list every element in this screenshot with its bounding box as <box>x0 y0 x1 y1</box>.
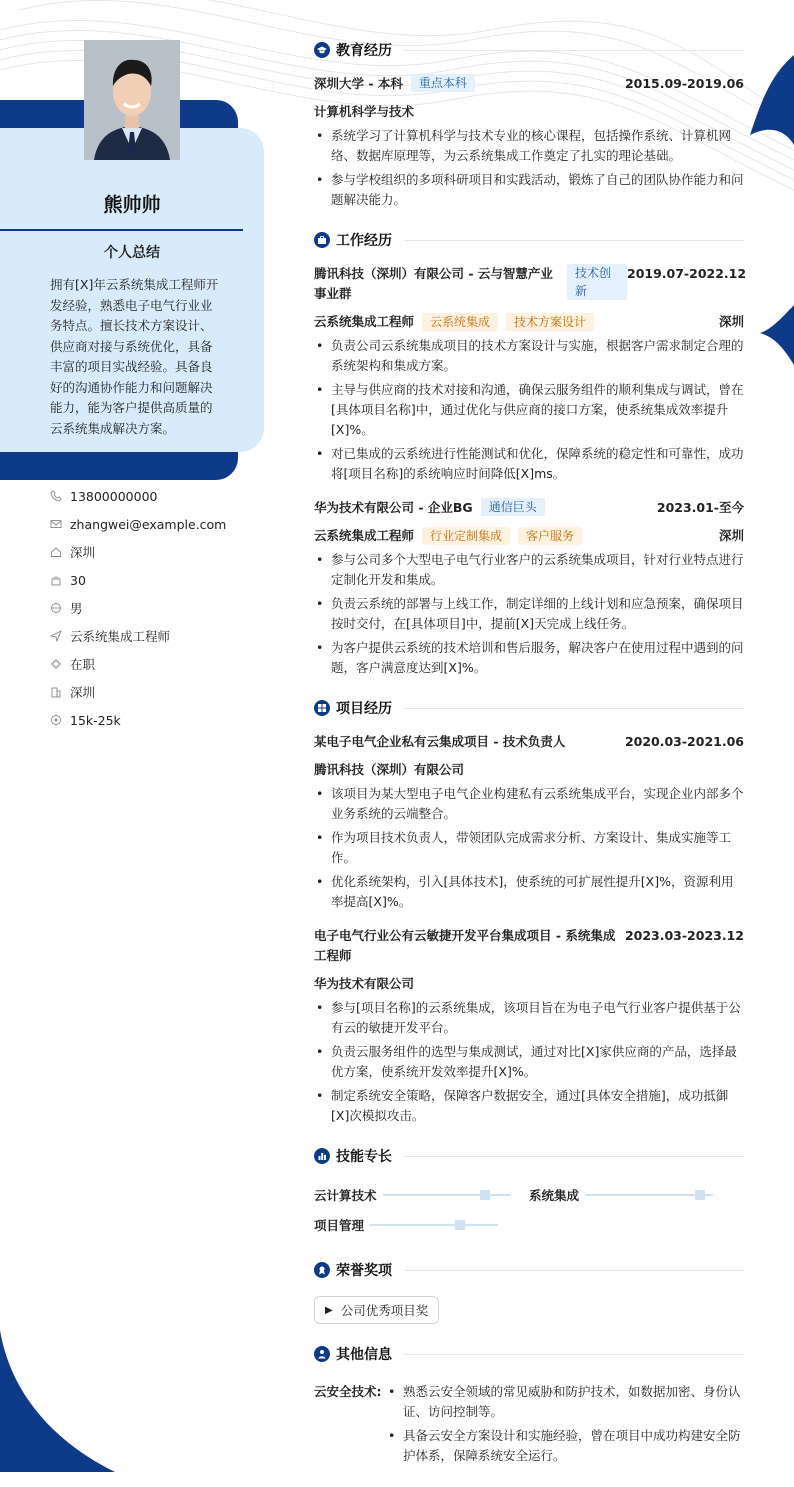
bar-chart-icon <box>314 1148 330 1164</box>
section-divider <box>404 708 744 709</box>
contact-list <box>50 482 250 734</box>
projects-section <box>314 696 744 1126</box>
project-row <box>314 732 744 752</box>
other-item <box>314 1378 744 1469</box>
contact-job <box>50 622 250 650</box>
skill-item <box>314 1180 529 1210</box>
contact-city <box>50 678 250 706</box>
project-company <box>314 760 744 780</box>
award-item <box>314 1296 439 1324</box>
project-company-text: 腾讯科技（深圳）有限公司 <box>314 762 465 777</box>
project-date: 2020.03-2021.06 <box>624 734 744 749</box>
right-wave-shape <box>740 55 794 375</box>
job-entry <box>314 264 747 484</box>
contact-gender <box>50 594 250 622</box>
education-section <box>314 38 744 210</box>
phone-icon <box>50 490 62 502</box>
school-name: 深圳大学 - 本科 <box>314 76 403 91</box>
summary-title: 个人总结 <box>104 245 160 261</box>
project-entry <box>314 732 744 912</box>
section-header <box>314 38 744 62</box>
section-divider <box>404 1354 744 1355</box>
skill-knob <box>695 1190 705 1200</box>
section-title: 荣誉奖项 <box>336 1263 392 1279</box>
skill-tag: 行业定制集成 <box>422 527 510 545</box>
major <box>314 102 744 122</box>
contact-phone <box>50 482 250 510</box>
main-content <box>314 38 747 1487</box>
list-item: • 为客户提供云系统的技术培训和售后服务，解决客户在使用过程中遇到的问题，客户满意度达到[X]%。 <box>314 638 744 678</box>
gender-icon <box>50 602 62 614</box>
list-item: • 参与学校组织的多项科研项目和实践活动，锻炼了自己的团队协作能力和问题解决能力。 <box>314 170 744 210</box>
skills-section <box>314 1144 744 1240</box>
list-item: • 制定系统安全策略，保障客户数据安全，通过[具体安全措施]，成功抵御[X]次模拟攻击。 <box>314 1086 744 1126</box>
salary-icon <box>50 714 62 726</box>
skill-tag: 客户服务 <box>518 527 582 545</box>
contact-text: 男 <box>70 601 83 616</box>
contact-email <box>50 510 250 538</box>
list-item: • 作为项目技术负责人，带领团队完成需求分析、方案设计、集成实施等工作。 <box>314 828 744 868</box>
major-text: 计算机科学与技术 <box>314 104 415 119</box>
company-tag: 技术创新 <box>567 264 627 300</box>
list-item: • 熟悉云安全领域的常见威胁和防护技术，如数据加密、身份认证、访问控制等。 <box>386 1382 744 1422</box>
skill-bar <box>585 1194 713 1196</box>
section-title: 技能专长 <box>336 1149 392 1165</box>
mail-icon <box>50 518 62 530</box>
section-divider <box>404 50 744 51</box>
project-bullets <box>314 998 744 1126</box>
age-icon <box>50 574 62 586</box>
play-icon: ▶ <box>325 1304 333 1316</box>
job-city: 深圳 <box>718 314 744 329</box>
skill-name: 项目管理 <box>314 1218 365 1233</box>
contact-text: 云系统集成工程师 <box>70 629 171 644</box>
contact-text: 在职 <box>70 657 96 672</box>
section-divider <box>404 240 744 241</box>
list-item: • 该项目为某大型电子电气企业构建私有云系统集成平台，实现企业内部多个业务系统的云端整合。 <box>314 784 744 824</box>
list-item: • 优化系统架构，引入[具体技术]，使系统的可扩展性提升[X]%，资源利用率提高[X]%。 <box>314 872 744 912</box>
contact-text: 30 <box>70 572 86 588</box>
section-header <box>314 228 744 252</box>
job-role: 云系统集成工程师 <box>314 528 415 543</box>
skill-item <box>314 1210 529 1240</box>
section-divider <box>404 1156 744 1157</box>
skill-name: 系统集成 <box>529 1188 580 1203</box>
section-header <box>314 1144 744 1168</box>
section-title: 项目经历 <box>336 701 392 717</box>
contact-status <box>50 650 250 678</box>
project-entry <box>314 926 744 1126</box>
other-section <box>314 1342 744 1469</box>
project-company <box>314 974 744 994</box>
job-role: 云系统集成工程师 <box>314 314 415 329</box>
status-icon <box>50 658 62 670</box>
job-row <box>314 498 744 518</box>
project-bullets <box>314 784 744 912</box>
contact-salary <box>50 706 250 734</box>
job-icon <box>50 630 62 642</box>
building-icon <box>50 686 62 698</box>
award-name: 公司优秀项目奖 <box>340 1303 429 1318</box>
bottom-wave-shape <box>0 1330 120 1472</box>
summary-text: 拥有[X]年云系统集成工程师开发经验，熟悉电子电气行业业务特点。擅长技术方案设计、供应商对接与系统优化，具备丰富的项目实战经验。具备良好的沟通协作能力和问题解决能力，能为客户提供高质量的云系统集成解决方案。 <box>50 277 219 436</box>
contact-location <box>50 538 250 566</box>
list-item: • 系统学习了计算机科学与技术专业的核心课程，包括操作系统、计算机网络、数据库原理等，为云系统集成工作奠定了扎实的理论基础。 <box>314 126 744 166</box>
education-row <box>314 74 744 94</box>
graduation-cap-icon <box>314 42 330 58</box>
project-row <box>314 926 744 966</box>
section-header <box>314 1342 744 1366</box>
list-item: • 具备云安全方案设计和实施经验，曾在项目中成功构建安全防护体系，保障系统安全运行。 <box>386 1426 744 1466</box>
section-header <box>314 696 744 720</box>
job-city: 深圳 <box>718 528 744 543</box>
avatar-illustration <box>84 40 180 160</box>
person-icon <box>314 1346 330 1362</box>
project-name: 电子电气行业公有云敏捷开发平台集成项目 - 系统集成工程师 <box>314 928 616 963</box>
list-item: • 主导与供应商的技术对接和沟通，确保云服务组件的顺利集成与调试，曾在[具体项目名称]中，通过优化与供应商的接口方案，使系统集成效率提升[X]%。 <box>314 380 744 440</box>
skill-name: 云计算技术 <box>314 1188 377 1203</box>
project-company-text: 华为技术有限公司 <box>314 976 415 991</box>
job-row <box>314 264 747 304</box>
other-label: 云安全技术: <box>314 1384 382 1399</box>
project-name: 某电子电气企业私有云集成项目 - 技术负责人 <box>314 734 566 749</box>
section-title: 工作经历 <box>336 233 392 249</box>
company-name: 腾讯科技（深圳）有限公司 - 云与智慧产业事业群 <box>314 266 553 301</box>
company-tag: 通信巨头 <box>481 498 545 516</box>
other-bullets <box>386 1378 744 1469</box>
job-date: 2023.01-至今 <box>656 500 744 515</box>
job-bullets <box>314 336 744 484</box>
briefcase-icon <box>314 232 330 248</box>
profile-name: 熊帅帅 <box>103 194 161 216</box>
list-item: • 负责云服务组件的选型与集成测试，通过对比[X]家供应商的产品，选择最优方案，使系统开发效率提升[X]%。 <box>314 1042 744 1082</box>
skill-bar <box>370 1224 498 1226</box>
contact-text: zhangwei@example.com <box>70 516 227 532</box>
education-bullets <box>314 126 744 210</box>
home-icon <box>50 546 62 558</box>
company-name: 华为技术有限公司 - 企业BG <box>314 500 473 515</box>
school-tag: 重点本科 <box>411 74 475 92</box>
skill-list <box>314 1180 744 1240</box>
job-date: 2019.07-2022.12 <box>627 266 747 281</box>
skill-item <box>529 1180 744 1210</box>
skill-tag: 云系统集成 <box>422 313 498 331</box>
section-divider <box>404 1270 744 1271</box>
list-item: • 负责云系统的部署与上线工作，制定详细的上线计划和应急预案，确保项目按时交付，在[具体项目]中，提前[X]天完成上线任务。 <box>314 594 744 634</box>
skill-tag: 技术方案设计 <box>506 313 594 331</box>
skill-bar <box>383 1194 511 1196</box>
job-role-row <box>314 526 744 546</box>
job-role-row <box>314 312 744 332</box>
contact-text: 13800000000 <box>70 488 158 504</box>
education-date: 2015.09-2019.06 <box>624 76 744 91</box>
list-item: • 参与公司多个大型电子电气行业客户的云系统集成项目，针对行业特点进行定制化开发和集成。 <box>314 550 744 590</box>
list-item: • 负责公司云系统集成项目的技术方案设计与实施，根据客户需求制定合理的系统架构和集成方案。 <box>314 336 744 376</box>
contact-age <box>50 566 250 594</box>
section-header <box>314 1258 744 1282</box>
contact-text: 15k-25k <box>70 712 121 728</box>
list-item: • 参与[项目名称]的云系统集成，该项目旨在为电子电气行业客户提供基于公有云的敏捷开发平台。 <box>314 998 744 1038</box>
contact-text: 深圳 <box>70 545 96 560</box>
name-divider <box>0 229 243 231</box>
list-item: • 对已集成的云系统进行性能测试和优化，保障系统的稳定性和可靠性，成功将[项目名称]的系统响应时间降低[X]ms。 <box>314 444 744 484</box>
avatar <box>84 40 180 160</box>
job-entry <box>314 498 744 678</box>
contact-text: 深圳 <box>70 685 96 700</box>
skill-knob <box>455 1220 465 1230</box>
job-bullets <box>314 550 744 678</box>
work-section <box>314 228 747 678</box>
award-icon <box>314 1262 330 1278</box>
skill-knob <box>480 1190 490 1200</box>
grid-icon <box>314 700 330 716</box>
section-title: 其他信息 <box>336 1347 392 1363</box>
awards-section <box>314 1258 744 1324</box>
section-title: 教育经历 <box>336 43 392 59</box>
project-date: 2023.03-2023.12 <box>624 928 744 943</box>
